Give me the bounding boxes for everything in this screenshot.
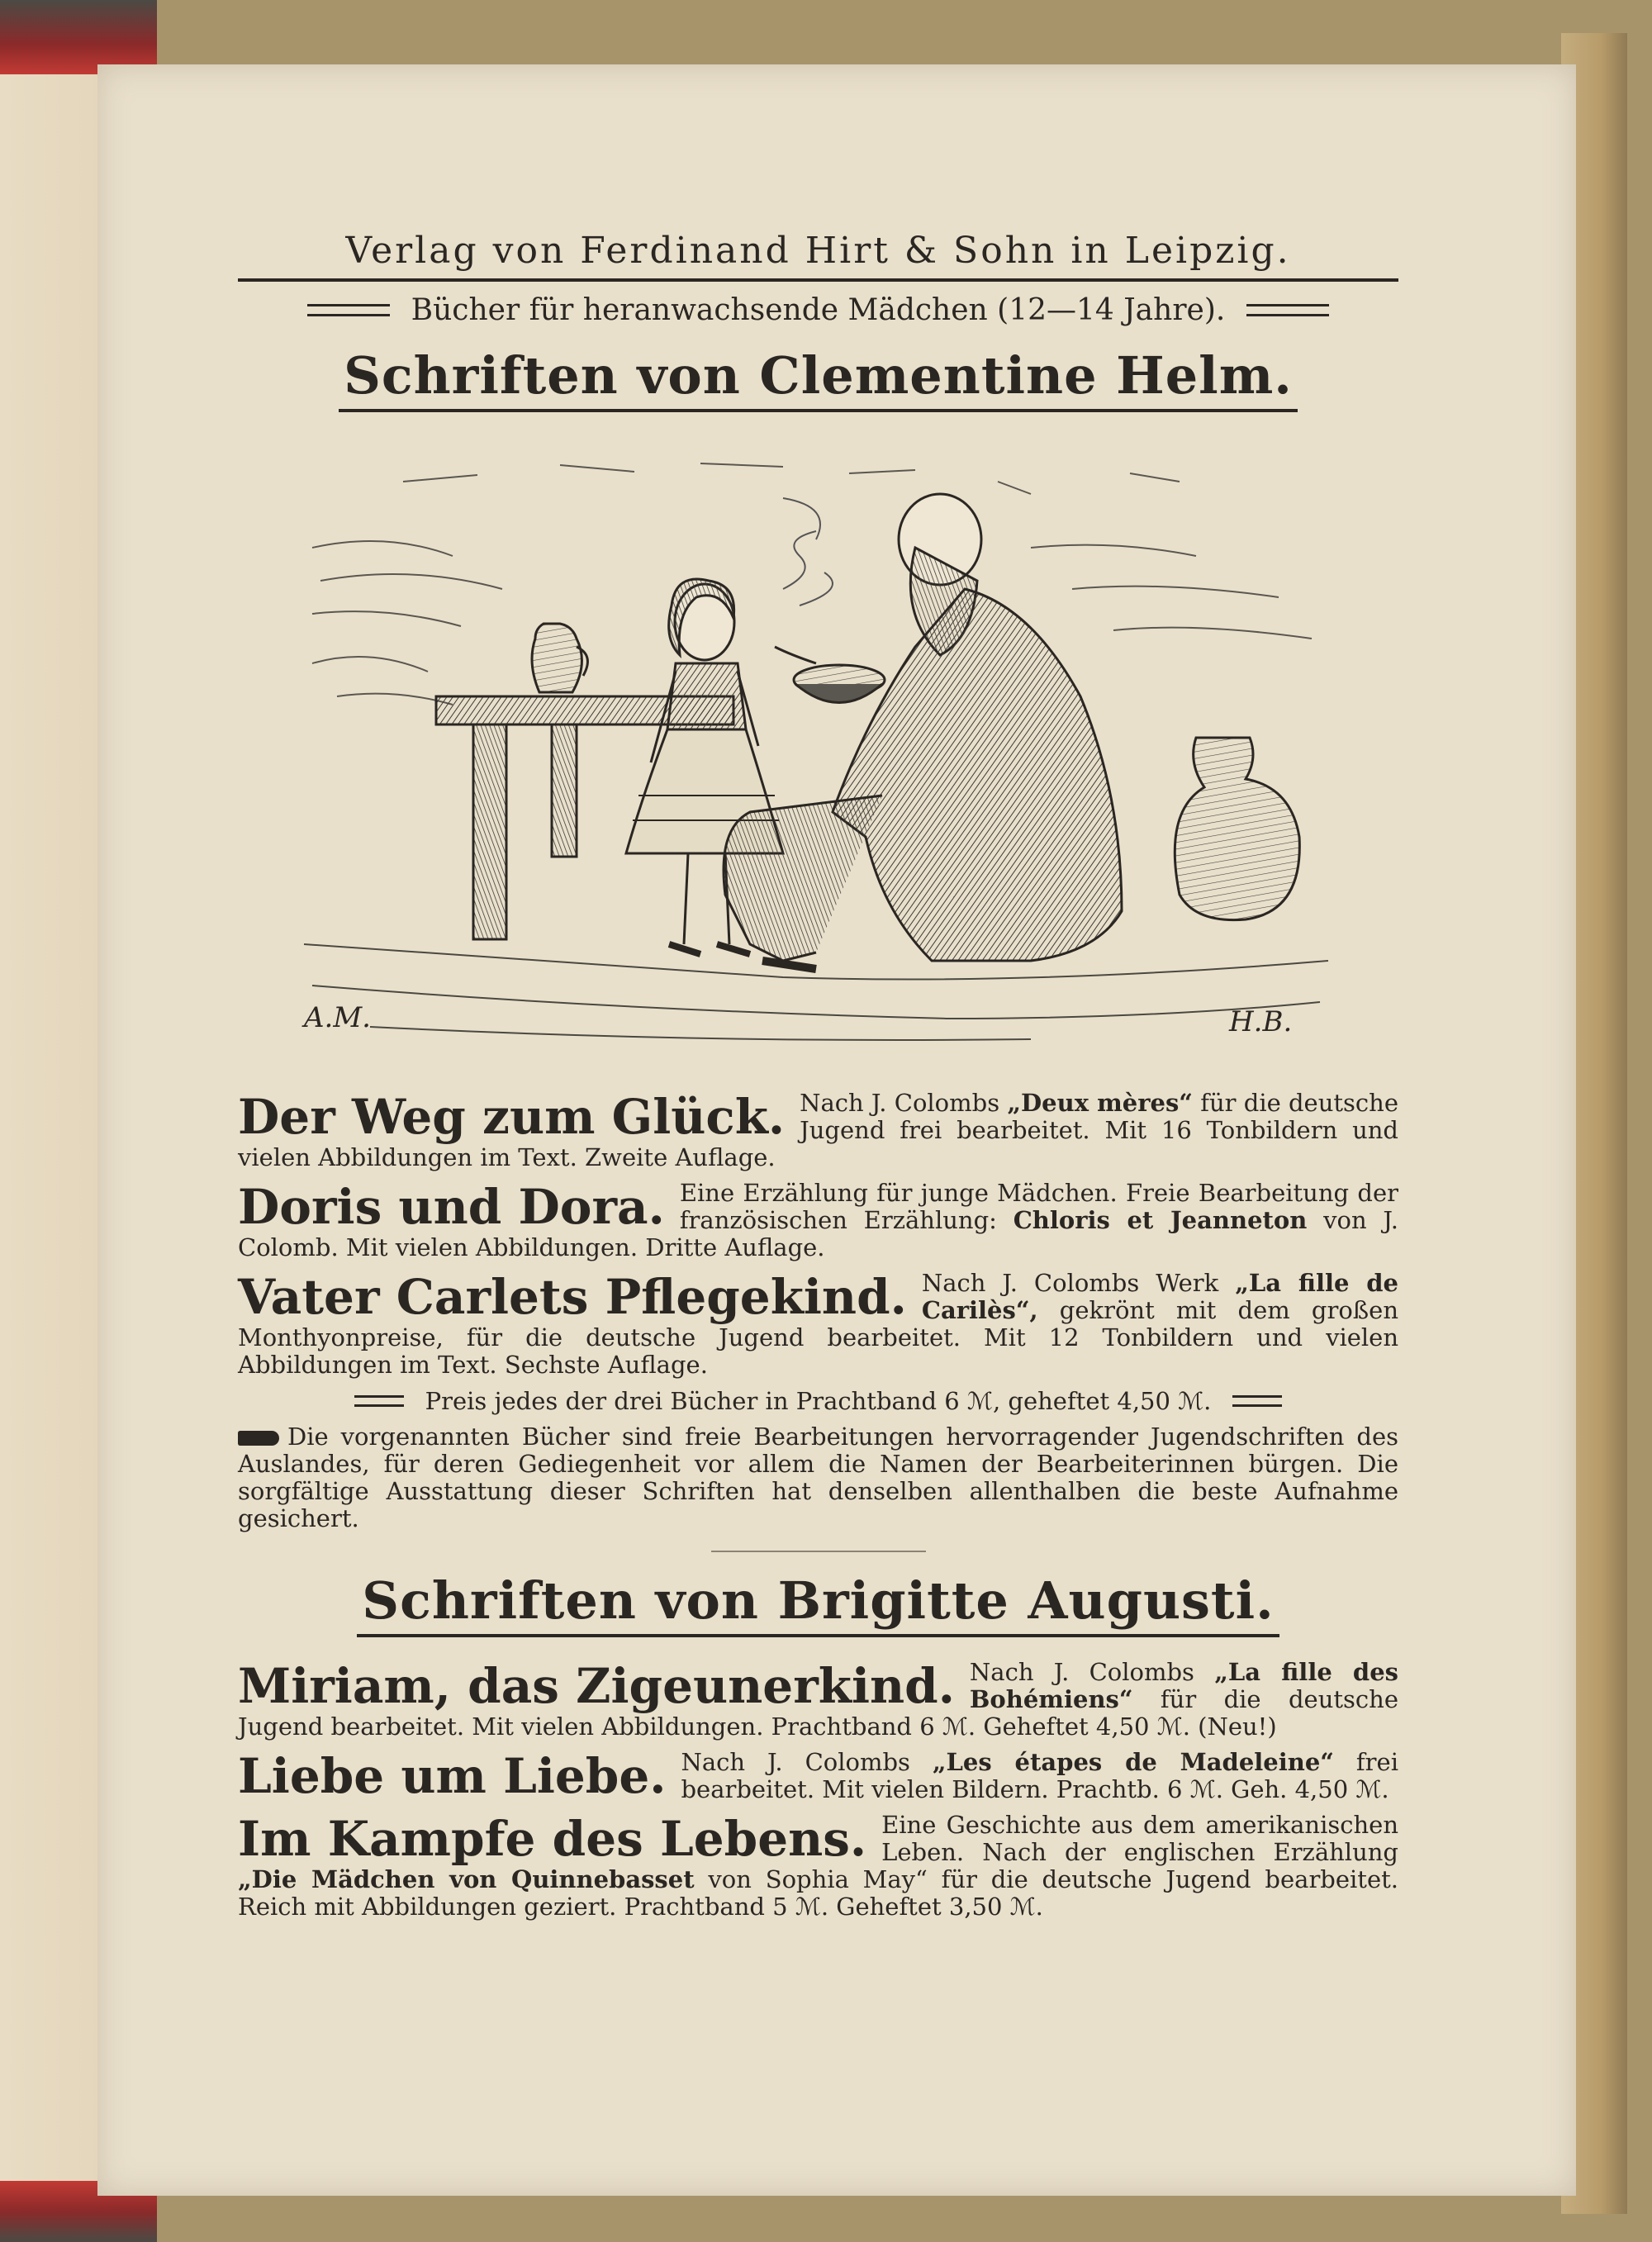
augusti-entries bbox=[238, 1659, 1398, 1921]
illustration-svg bbox=[287, 449, 1349, 1060]
publisher-header: Verlag von Ferdinand Hirt & Sohn in Leipzig. bbox=[238, 230, 1398, 282]
section-divider bbox=[711, 1551, 926, 1552]
price-text: Preis jedes der drei Bücher in Prachtband 6 ℳ, geheftet 4,50 ℳ. bbox=[425, 1387, 1212, 1415]
audience-line bbox=[238, 293, 1398, 327]
book-title: Vater Carlets Pflegekind. bbox=[238, 1269, 907, 1325]
book-entry: Liebe um Liebe. Nach J. Colombs „Les étapes de Madeleine“ frei bearbeitet. Mit vielen Bildern. Prachtb. 6 ℳ. Geh. 4,50 ℳ. bbox=[238, 1748, 1398, 1804]
price-line bbox=[238, 1387, 1398, 1415]
book-title: Der Weg zum Glück. bbox=[238, 1089, 786, 1145]
section-title-augusti: Schriften von Brigitte Augusti. bbox=[238, 1570, 1398, 1637]
book-title: Liebe um Liebe. bbox=[238, 1748, 667, 1804]
signature-left: A.M. bbox=[304, 1001, 371, 1034]
book-title: Miriam, das Zigeunerkind. bbox=[238, 1658, 955, 1714]
binding-top bbox=[0, 0, 157, 74]
publisher-note: Die vorgenannten Bücher sind freie Bearbeitungen hervorragender Jugendschriften des Auslandes, für deren Gediegenheit vor allem die Namen der Bearbeiterinnen bürgen. Die sorgfältige Ausstattung dieser Schriften hat denselben allenthalben die beste Aufnahme gesichert. bbox=[238, 1423, 1398, 1532]
steam bbox=[783, 498, 833, 606]
signature-right: H.B. bbox=[1229, 1005, 1293, 1038]
helm-entries bbox=[238, 1090, 1398, 1532]
book-entry: Der Weg zum Glück. Nach J. Colombs „Deux mères“ für die deutsche Jugend frei bearbeitet. Mit 16 Tonbildern und vielen Abbildungen im Text. Zweite Auflage. bbox=[238, 1089, 1399, 1171]
floor-strokes bbox=[304, 944, 1328, 1040]
book-entry: Miriam, das Zigeunerkind. Nach J. Colombs „La fille des Bohémiens“ für die deutsche Jugend bearbeitet. Mit vielen Abbildungen. Prachtband 6 ℳ. Geheftet 4,50 ℳ. (Neu!) bbox=[238, 1658, 1398, 1741]
book-entry: Doris und Dora. Eine Erzählung für junge Mädchen. Freie Bearbeitung der französischen Erzählung: Chloris et Jeanneton von J. Colomb. Mit vielen Abbildungen. Dritte Auflage. bbox=[238, 1179, 1398, 1261]
engraving-illustration bbox=[287, 449, 1349, 1060]
jug bbox=[532, 624, 587, 692]
book-entry: Im Kampfe des Lebens. Eine Geschichte aus dem amerikanischen Leben. Nach der englischen Erzählung „Die Mädchen von Quinnebasset von Sophia May“ für die deutsche Jugend bearbeitet. Reich mit Abbildungen geziert. Prachtband 5 ℳ. Geheftet 3,50 ℳ. bbox=[238, 1811, 1398, 1921]
old-man-figure bbox=[724, 494, 1122, 969]
double-rule bbox=[354, 1395, 404, 1407]
double-rule bbox=[1232, 1395, 1282, 1407]
page-content bbox=[238, 230, 1398, 1929]
book-title: Im Kampfe des Lebens. bbox=[238, 1811, 867, 1867]
book-page bbox=[97, 64, 1576, 2196]
double-rule bbox=[1246, 304, 1329, 316]
book-entry: Vater Carlets Pflegekind. Nach J. Colombs Werk „La fille de Carilès“, gekrönt mit dem großen Monthyonpreise, für die deutsche Jugend bearbeitet. Mit 12 Tonbildern und vielen Abbildungen im Text. Sechste Auflage. bbox=[238, 1269, 1398, 1379]
vase bbox=[1175, 738, 1299, 920]
section-title-helm: Schriften von Clementine Helm. bbox=[238, 345, 1398, 412]
book-title: Doris und Dora. bbox=[238, 1179, 665, 1235]
audience-text: Bücher für heranwachsende Mädchen (12—14 Jahre). bbox=[411, 293, 1226, 327]
double-rule bbox=[307, 304, 390, 316]
pointing-hand-icon bbox=[238, 1431, 279, 1446]
